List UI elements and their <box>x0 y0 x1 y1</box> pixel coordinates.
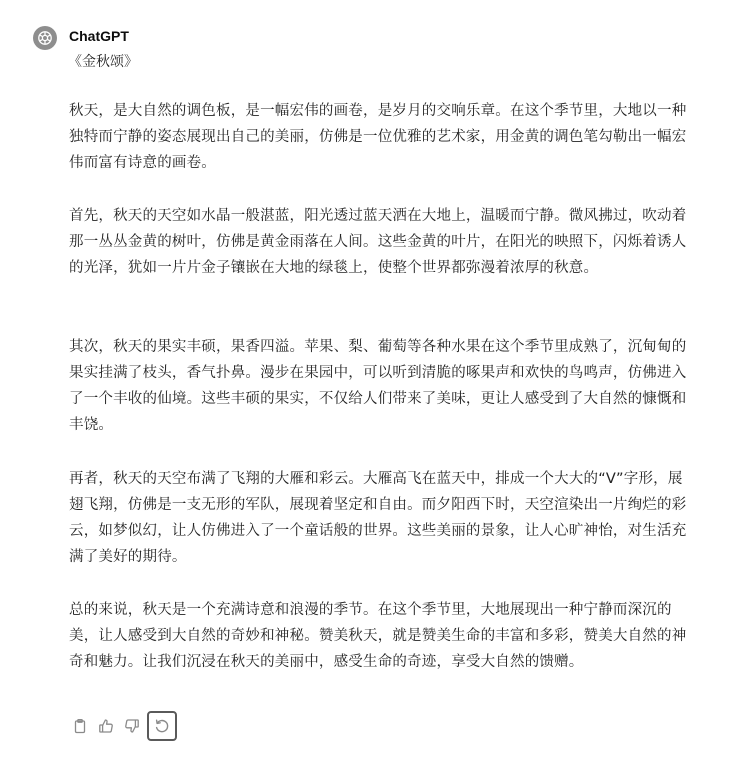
thumbs-down-icon <box>124 718 140 734</box>
paragraph-sky: 首先，秋天的天空如水晶一般湛蓝，阳光透过蓝天洒在大地上，温暖而宁静。微风拂过，吹动着那一丛丛金黄的树叶，仿佛是黄金雨落在人间。这些金黄的叶片，在阳光的映照下，闪烁着诱人的光泽，犹如一片片金子镶嵌在大地的绿毯上，使整个世界都弥漫着浓厚的秋意。 <box>69 208 687 276</box>
author-name: ChatGPT <box>69 28 129 44</box>
paragraph-geese: 再者，秋天的天空布满了飞翔的大雁和彩云。大雁高飞在蓝天中，排成一个大大的“V”字形，展翅飞翔，仿佛是一支无形的军队，展现着坚定和自由。而夕阳西下时，天空渲染出一片绚烂的彩云，如梦似幻，让人仿佛进入了一个童话般的世界。这些美丽的景象，让人心旷神怡，对生活充满了美好的期待。 <box>69 471 687 565</box>
regenerate-icon <box>154 718 170 734</box>
thumbs-down-button[interactable] <box>119 713 145 739</box>
paragraph-fruit: 其次，秋天的果实丰硕，果香四溢。苹果、梨、葡萄等各种水果在这个季节里成熟了，沉甸甸的果实挂满了枝头，香气扑鼻。漫步在果园中，可以听到清脆的啄果声和欢快的鸟鸣声，仿佛进入了一个丰收的仙境。这些丰硕的果实，不仅给人们带来了美味，更让人感受到了大自然的慷慨和丰饶。 <box>69 339 687 433</box>
paragraph-conclusion: 总的来说，秋天是一个充满诗意和浪漫的季节。在这个季节里，大地展现出一种宁静而深沉的美，让人感受到大自然的奇妙和神秘。赞美秋天，就是赞美生命的丰富和多彩，赞美大自然的神奇和魅力。让我们沉浸在秋天的美丽中，感受生命的奇迹，享受大自然的馈赠。 <box>69 602 687 670</box>
thumbs-up-button[interactable] <box>93 713 119 739</box>
thumbs-up-icon <box>98 718 114 734</box>
openai-logo-icon <box>37 30 53 46</box>
chatgpt-avatar <box>33 26 57 50</box>
copy-button[interactable] <box>67 713 93 739</box>
regenerate-button[interactable] <box>147 711 177 741</box>
paragraph-intro: 秋天，是大自然的调色板，是一幅宏伟的画卷，是岁月的交响乐章。在这个季节里，大地以一种独特而宁静的姿态展现出自己的美丽，仿佛是一位优雅的艺术家，用金黄的调色笔勾勒出一幅宏伟而富有诗意的画卷。 <box>69 103 687 171</box>
message-actions <box>67 711 177 741</box>
poem-title: 《金秋颂》 <box>68 54 138 70</box>
clipboard-icon <box>72 718 88 734</box>
